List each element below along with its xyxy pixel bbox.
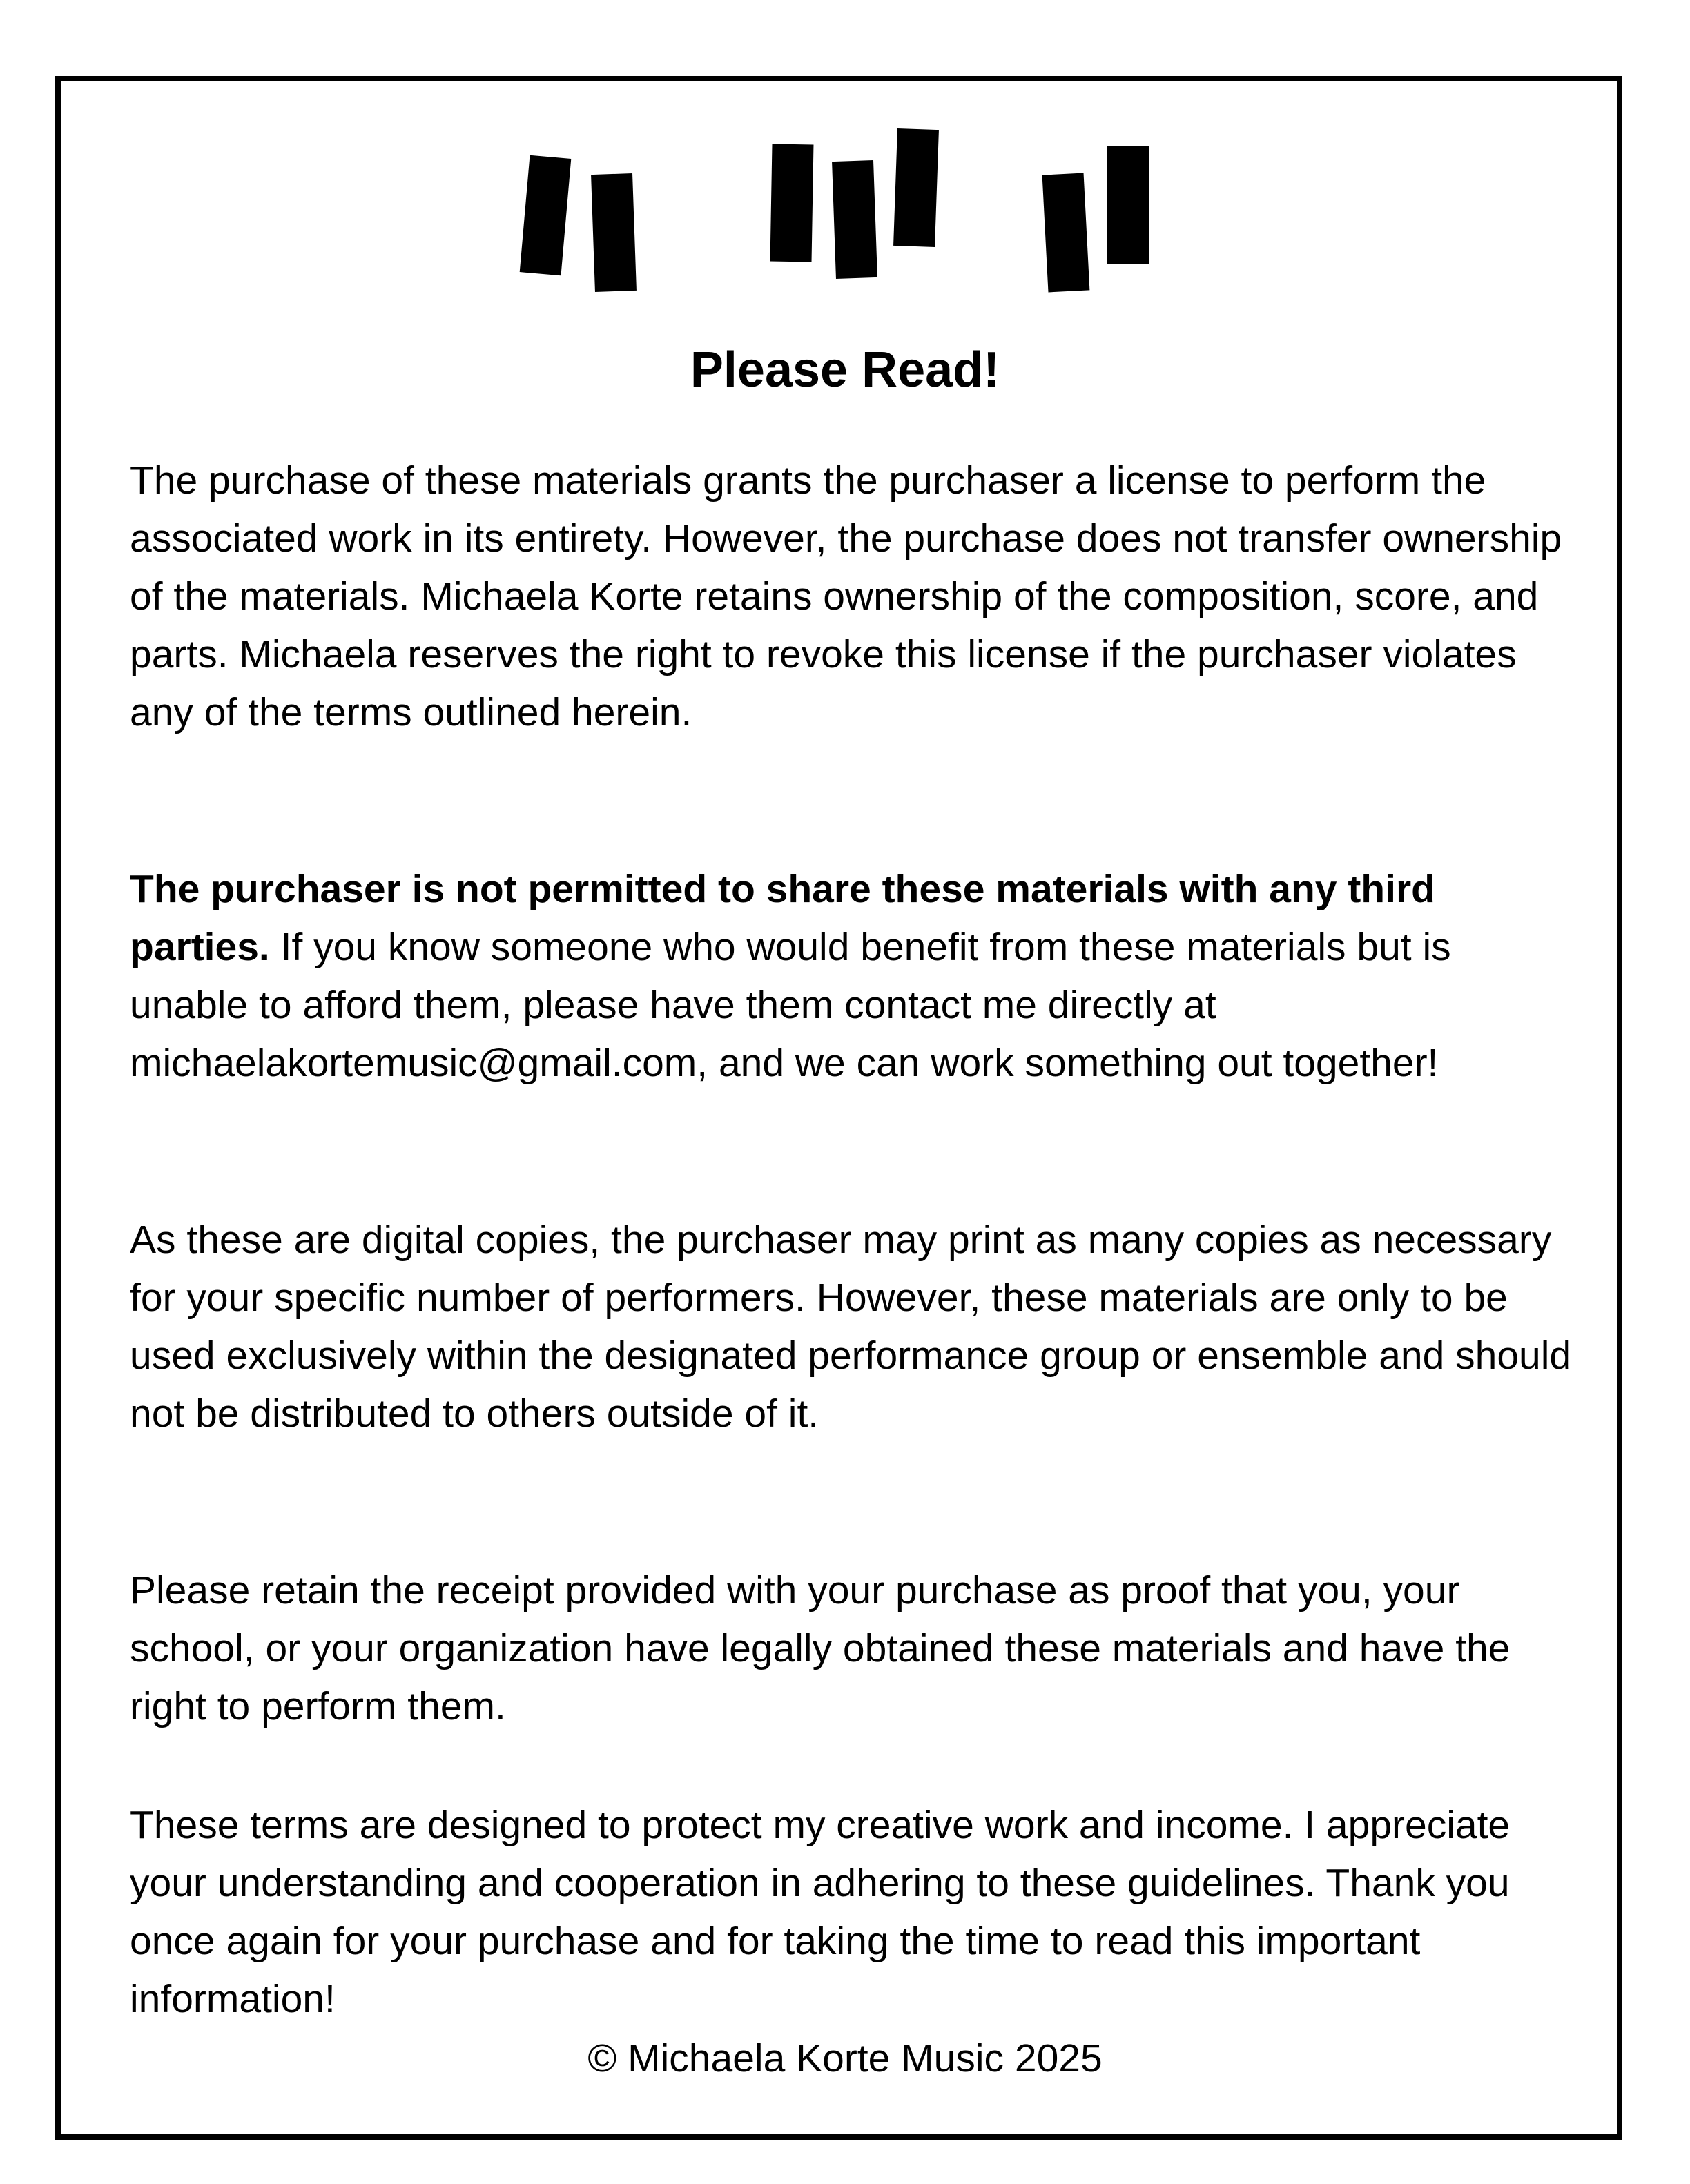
piano-key-bar (520, 155, 572, 276)
page-title: Please Read! (690, 342, 1000, 398)
key-group-left (520, 155, 637, 292)
license-paragraph: The purchase of these materials grants the purchaser a license to perform the associated work in its entirety. However, the purchase does not transfer ownership of the materials. Michaela Korte retains ownership of the composition, score, and parts. Michaela reserves the right to revoke this license if the purchaser violates any of the terms outlined herein. (130, 458, 1562, 734)
key-group-right (1042, 146, 1149, 292)
sharing-contact-text: If you know someone who would benefit from these materials but is unable to afford them, please have them contact me directly at michaelakortemusic@gmail.com, and we can work something out together! (130, 925, 1451, 1085)
key-group-middle (770, 128, 939, 279)
piano-key-bar (591, 173, 637, 292)
sharing-warning-bold: The purchaser is not permitted to share these materials with any third parties. (130, 867, 1435, 969)
piano-key-bar (832, 160, 877, 279)
piano-key-bar (1107, 146, 1149, 264)
printing-paragraph: As these are digital copies, the purchaser may print as many copies as necessary for your specific number of performers. However, these materials are only to be used exclusively within the designated performance group or ensemble and should not be distributed to others outside of it. (130, 1218, 1572, 1436)
sharing-paragraph (130, 860, 1573, 1092)
receipt-paragraph: Please retain the receipt provided with your purchase as proof that you, your school, or your organization have legally obtained these materials and have the right to perform them. (130, 1568, 1511, 1728)
piano-key-bar (893, 128, 939, 247)
closing-paragraph: These terms are designed to protect my creative work and income. I appreciate your understanding and cooperation in adhering to these guidelines. Thank you once again for your purchase and for taking the time to read this important information! (130, 1803, 1511, 2021)
piano-key-bar (770, 144, 814, 262)
piano-keys-logo-icon (0, 0, 1690, 318)
copyright-footer: © Michaela Korte Music 2025 (587, 2036, 1103, 2080)
piano-key-bar (1042, 173, 1090, 293)
